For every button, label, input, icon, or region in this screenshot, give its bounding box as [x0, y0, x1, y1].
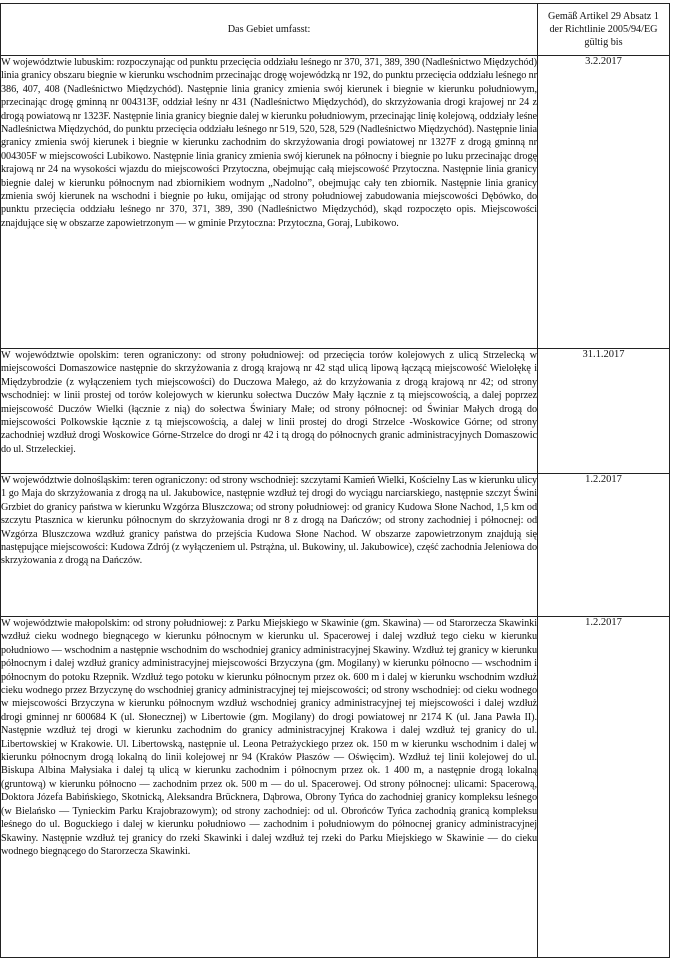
area-description-malopolskie: W województwie małopolskim: od strony południowej: z Parku Miejskiego w Skawinie (gm. Skawina) — od Starorzecza Skawinki wzdłuż cieku wodnego biegnącego w kierunku północnym w kierunku ul. Spacerowej i dalej wzdłuż tego cieku w kierunku południowo — wschodnim a następnie wschodnim do wschodniej granicy administracyjnej Skawiny. Wzdłuż tej granicy w kierunku północnym i dalej wzdłuż granicy administracyjnej miejscowości Brzyczyna (gm. Mogilany) w kierunku północno — wschodnim i północnym do potoku Rzepnik. Wzdłuż tego potoku w kierunku północnym przez ok. 600 m i dalej w kierunku wschodnim wzdłuż cieku wodnego przez Brzyczynę do wschodniej granicy administracyjnej tej miejscowości; od strony wschodniej: od cieku wodnego w miejscowości Brzyczyna w kierunku północnym wzdłuż wschodniej granicy administracyjnej tej miejscowości i dalej wzdłuż drogi gminnej nr 600684 K (ul. Słonecznej) w Libertowie (gm. Mogilany) do drogi powiatowej nr 2174 K (ul. Jana Pawła II). Następnie wzdłuż tej drogi w kierunku zachodnim do granicy administracyjnej Krakowa i dalej wzdłuż tej granicy do ul. Libertowskiej w Krakowie. Ul. Libertowską, następnie ul. Leona Petrażyckiego przez ok. 150 m w kierunku wschodnim i dalej w kierunku północnym drogą lokalną do linii kolejowej nr 94 (Kraków Płaszów — Oświęcim). Wzdłuż tej linii kolejowej do ul. Biskupa Albina Małysiaka i dalej tą ulicą w kierunku zachodnim i północnym przez ok. 1 400 m, a następnie drogą lokalną (gruntową) w kierunku północno — zachodnim przez ok. 500 m — do ul. Spacerowej. Od strony północnej: ulicami: Spacerową, Doktora Józefa Babińskiego, Skotnicką, Aleksandra Brücknera, Dąbrowa, Obrony Tyńca do zachodniej granicy kompleksu leśnego (w Bielańsko — Tynieckim Parku Krajobrazowym); od strony zachodniej: od ul. Obrońców Tyńca zachodnią granicą kompleksu leśnego do ul. Boguckiego i dalej w kierunku południowo — zachodnim i południowym do północnej granicy administracyjnej Skawiny. Następnie wzdłuż tej granicy do rzeki Skawinki i dalej wzdłuż tej rzeki do Parku Miejskiego w Skawinie — do cieku wodnego biegnącego do Starorzecza Skawinki. [1, 617, 538, 958]
valid-until-date: 1.2.2017 [538, 474, 670, 617]
table-row [1, 474, 670, 617]
area-description-opolskie: W województwie opolskim: teren ograniczony: od strony południowej: od przecięcia torów kolejowych z ulicą Strzelecką w miejscowości Domaszowice następnie do skrzyżowania z drogą krajową nr 42 stąd ulicą lipową łączącą miejscowość Wielołękę i Międzybrodzie (z wyłączeniem tych miejscowości) do Duczowa Małego, aż do krzyżowania z drogą krajową nr 42; od strony wschodniej: w linii prostej od torów kolejowych w kierunku sołectwa Duczów Mały łącznie z tą miejscowością, a dalej poprzez miejscowość Duczów Wielki (łącznie z nią) do sołectwa Świniary Małe; od strony północnej: od Świniar Małych drogą do miejscowości Polkowskie łącznie z tą miejscowością, a dalej w linii prostej do drogi Strzelce -Woskowice Górne; od strony zachodniej wzdłuż drogi Woskowice Górne-Strzelce do drogi nr 42 i tą drogą do północnych granic administracyjnych Domaszowic do ul. Strzeleckiej. [1, 349, 538, 474]
area-description-dolnoslaskie: W województwie dolnośląskim: teren ograniczony: od strony wschodniej: szczytami Kamień Wielki, Kościelny Las w kierunku ulicy 1 go Maja do skrzyżowania z drogą na ul. Jakubowice, następnie wzdłuż tej drogi do wyciągu narciarskiego, następnie szczyt Świni Grzbiet do granicy państwa w kierunku Wzgórza Bluszczowa; od strony południowej: od granicy Kudowa Słone Nachod, 1,5 km od szczytu Ptasznica w kierunku północnym do skrzyżowania drogi nr 8 z drogą na Dańczów; od strony zachodniej i północnej: od Wzgórza Bluszczowa wzdłuż granicy państwa do przejścia Kudowa Słone Nachod. W obszarze zapowietrzonym znajdują się następujące miejscowości: Kudowa Zdrój (z wyłączeniem ul. Pstrążna, ul. Bukowiny, ul. Jakubowice), część zachodnia Jeleniowa do skrzyżowania z drogą na Dańczów. [1, 474, 538, 617]
protection-zone-table [0, 3, 670, 958]
date-column-header-line3: gültig bis [584, 37, 623, 48]
table-row [1, 617, 670, 958]
valid-until-date: 31.1.2017 [538, 349, 670, 474]
table-row [1, 349, 670, 474]
table-row [1, 56, 670, 349]
valid-until-date: 1.2.2017 [538, 617, 670, 958]
date-column-header-line2: der Richtlinie 2005/94/EG [549, 24, 658, 35]
area-description-lubuskie: W województwie lubuskim: rozpoczynając od punktu przecięcia oddziału leśnego nr 370, 371, 389, 390 (Nadleśnictwo Międzychód) linia granicy obszaru biegnie w kierunku wschodnim przecinając drogę wojewódzką nr 192, do punktu przecięcia oddziału leśnego nr 386, 407, 408 (Nadleśnictwo Międzychód). Następnie linia granicy zmienia swój kierunek i biegnie w kierunku południowym, przecinając drogę gminną nr 004313F, oddział leśny nr 431 (Nadleśnictwo Międzychód), do skrzyżowania drogi krajowej nr 24 z drogą powiatową nr 1323F. Następnie linia granicy biegnie dalej w kierunku południowym, przecinając linię kolejową, oddziały leśne Nadleśnictwa Międzychód, do punktu przecięcia oddziału leśnego nr 519, 520, 528, 529 (Nadleśnictwo Międzychód). Następnie linia granicy zmienia swój kierunek i biegnie w kierunku zachodnim do skrzyżowania drogi powiatowej nr 1327F z drogą gminną nr 004305F w miejscowości Lubikowo. Następnie linia granicy zmienia swój kierunek na północny i biegnie po luku przecinając drogę krajową nr 24 na wysokości wjazdu do miejscowości Przytoczna, obejmując całą miejscowość Przytoczna. Następnie linia granicy biegnie dalej w kierunku północnym nad zbiornikiem wodnym „Nadolno”, obejmując cały ten zbiornik. Następnie linia granicy zmienia swój kierunek na wschodni i biegnie po łuku, omijając od strony południowej zabudowania miejscowości Dębówko, do punktu przecięcia oddziału leśnego nr 370, 371, 389, 390 (Nadleśnictwo Międzychód), skąd rozpoczęto opis. Miejscowości znajdujące się w obszarze zapowietrzonym — w gminie Przytoczna: Przytoczna, Goraj, Lubikowo. [1, 56, 538, 349]
area-column-header: Das Gebiet umfasst: [1, 4, 538, 56]
date-column-header-line1: Gemäß Artikel 29 Absatz 1 [548, 11, 659, 22]
table-header-row [1, 4, 670, 56]
date-column-header [538, 4, 670, 56]
valid-until-date: 3.2.2017 [538, 56, 670, 349]
